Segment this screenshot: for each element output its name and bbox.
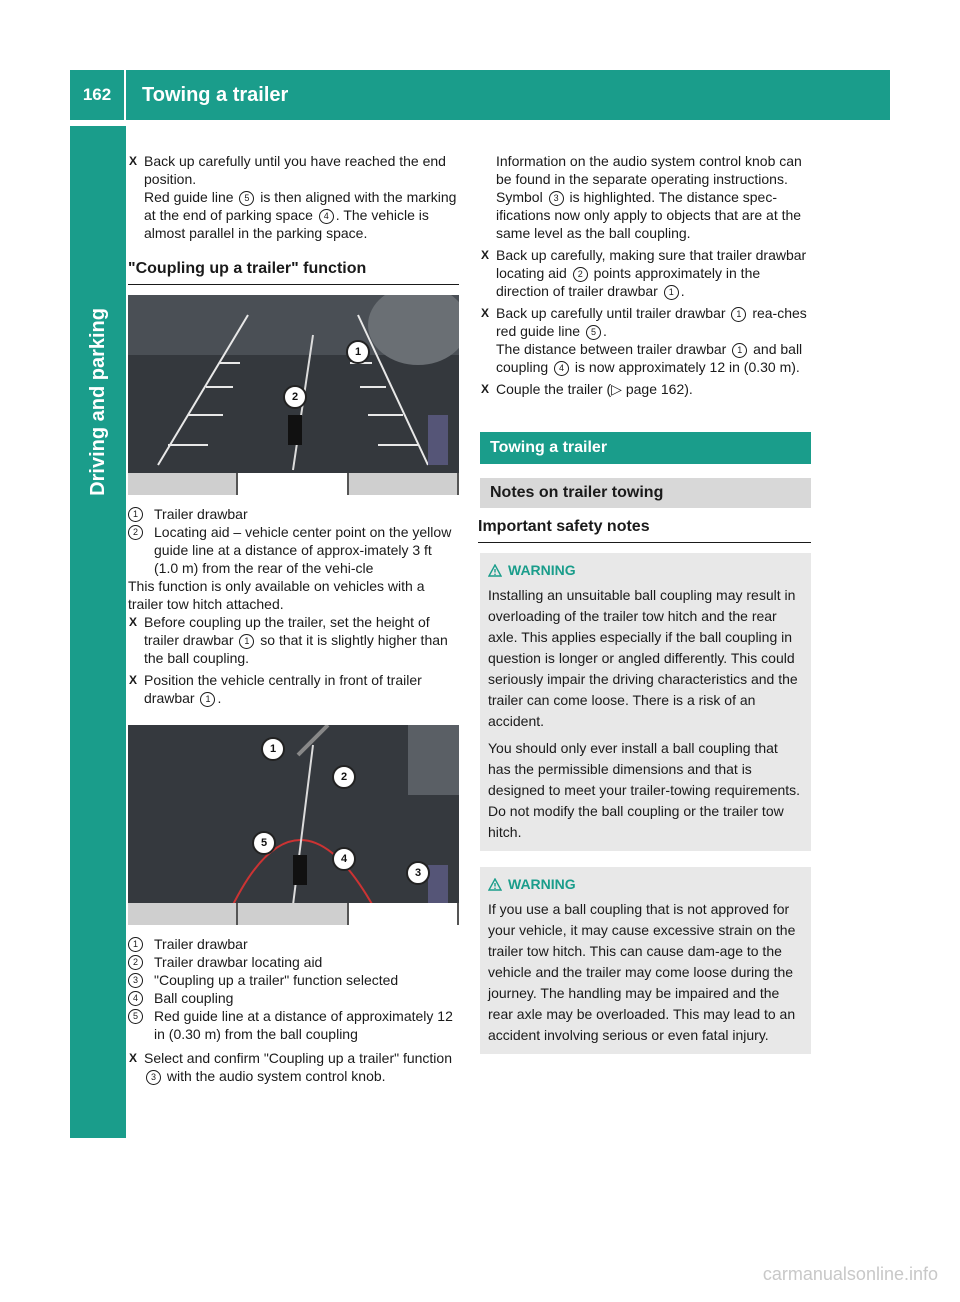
step-text: . [602, 323, 607, 339]
info-paragraph: Information on the audio system control knob can be found in the separate operating instructions. [496, 153, 802, 187]
warning-header [488, 561, 801, 579]
callout-ref: 2 [573, 267, 588, 282]
step-select-function [128, 1049, 459, 1085]
callout-marker: 1 [346, 340, 370, 364]
info-text: and ball coupling [496, 341, 803, 375]
callout-marker: 3 [406, 861, 430, 885]
legend-number: 2 [128, 525, 143, 540]
side-tab-label: Driving and parking [86, 308, 109, 496]
callout-marker: 5 [252, 831, 276, 855]
side-tab [70, 126, 126, 496]
legend-text: Trailer drawbar locating aid [154, 954, 323, 970]
page-title: Towing a trailer [142, 84, 289, 106]
legend-item [128, 1007, 459, 1043]
footer-watermark: carmanualsonline.info [762, 1264, 938, 1284]
section-banner-towing: Towing a trailer [480, 432, 811, 464]
step-back-up [128, 152, 459, 242]
camera-view-menu-bar [128, 473, 459, 495]
step-text: rea-ches red guide line [496, 305, 807, 339]
left-column [128, 152, 459, 1089]
legend-number: 1 [128, 937, 143, 952]
legend-number: 3 [128, 973, 143, 988]
warning-label: WARNING [508, 876, 576, 892]
step-text: Select and confirm "Coupling up a trailer" function [144, 1050, 452, 1066]
availability-note: This function is only available on vehicles with a trailer tow hitch attached. [128, 578, 425, 612]
callout-ref: 3 [146, 1070, 161, 1085]
info-paragraph [480, 340, 811, 376]
warning-triangle-icon [488, 878, 502, 891]
legend-number: 1 [128, 507, 143, 522]
legend-item [128, 971, 459, 989]
legend-text: "Coupling up a trailer" function selected [154, 972, 399, 988]
legend-text: Locating aid – vehicle center point on the yellow guide line at a distance of approx-imately 3 ft (1.0 m) from the rear of the vehi-cle [154, 524, 452, 576]
step-text: . The vehicle is almost parallel in the parking space. [144, 207, 429, 241]
legend-text: Red guide line at a distance of approximately 12 in (0.30 m) from the ball coupling [154, 1008, 453, 1042]
info-text: Symbol [496, 189, 547, 205]
callout-marker: 1 [261, 737, 285, 761]
callout-ref: 1 [200, 692, 215, 707]
legend-item [128, 953, 459, 971]
safety-heading: Important safety notes [478, 518, 811, 543]
legend-text: Ball coupling [154, 990, 234, 1006]
page-ref-arrow-icon: ▷ [611, 381, 622, 397]
page-reference-link[interactable]: page 162). [621, 381, 693, 397]
menu-segment-selected [238, 473, 348, 495]
callout-ref: 3 [549, 191, 564, 206]
step-text: . [217, 690, 222, 706]
step-text: Position the vehicle centrally in front of trailer drawbar [144, 672, 422, 706]
callout-ref: 4 [319, 209, 334, 224]
callout-marker: 2 [332, 765, 356, 789]
info-paragraph [480, 188, 811, 242]
right-column [480, 152, 811, 1070]
page-number: 162 [70, 70, 126, 120]
step-text: Back up carefully until you have reached the end position. [144, 153, 446, 187]
callout-ref: 1 [732, 343, 747, 358]
callout-ref: 4 [554, 361, 569, 376]
callout-ref: 5 [239, 191, 254, 206]
step-text: points approximately in the direction of trailer drawbar [496, 265, 761, 299]
menu-segment [349, 473, 459, 495]
legend-item [128, 935, 459, 953]
warning-label: WARNING [508, 562, 576, 578]
step-reach-guide-line [480, 304, 811, 340]
legend-item [128, 505, 459, 523]
step-set-height [128, 613, 459, 667]
callout-ref: 1 [731, 307, 746, 322]
menu-segment [238, 903, 348, 925]
camera-view-illustration [128, 725, 459, 925]
legend-text: Trailer drawbar [154, 936, 248, 952]
camera-image-2 [128, 725, 459, 925]
camera-image-1 [128, 295, 459, 495]
legend-text: Trailer drawbar [154, 506, 248, 522]
menu-segment-selected [349, 903, 459, 925]
callout-marker: 2 [283, 385, 307, 409]
camera-view-menu-bar [128, 903, 459, 925]
step-couple-trailer [480, 380, 811, 398]
step-text: Couple the trailer ( [496, 381, 612, 397]
step-text: Red guide line [144, 189, 238, 205]
section-heading: "Coupling up a trailer" function [128, 260, 459, 285]
callout-marker: 4 [332, 847, 356, 871]
step-text: Back up carefully until trailer drawbar [496, 305, 730, 321]
legend-number: 4 [128, 991, 143, 1006]
info-text: is highlighted. The distance spec-ifications now only apply to objects that are at the same level as the ball coupling. [496, 189, 802, 241]
subsection-banner-notes: Notes on trailer towing [480, 478, 811, 508]
info-text: The distance between trailer drawbar [496, 341, 731, 357]
legend-item [128, 523, 459, 577]
step-position-vehicle [128, 671, 459, 707]
step-text: is then aligned with the marking at the end of parking space [144, 189, 457, 223]
step-text: with the audio system control knob. [163, 1068, 386, 1084]
warning-triangle-icon [488, 564, 502, 577]
info-text: is now approximately 12 in (0.30 m). [571, 359, 800, 375]
warning-box [480, 867, 811, 1054]
step-locating-aid [480, 246, 811, 300]
warning-header [488, 875, 801, 893]
warning-text: If you use a ball coupling that is not approved for your vehicle, it may cause excessive strain on the trailer tow hitch. This can cause dam-age to the vehicle and the trailer may come loose during the journey. The handling may be impaired and the rear axle may be overloaded. This may lead to an accident involving serious or even fatal injury. [488, 901, 796, 1043]
menu-segment [128, 903, 238, 925]
step-text: Before coupling up the trailer, set the height of trailer drawbar [144, 614, 430, 648]
legend-item [128, 989, 459, 1007]
warning-text: You should only ever install a ball coupling that has the permissible dimensions and that is designed to meet your trailer-towing requirements. Do not modify the ball coupling or the trailer tow hitch. [488, 740, 801, 840]
legend-number: 5 [128, 1009, 143, 1024]
callout-ref: 1 [239, 634, 254, 649]
legend-number: 2 [128, 955, 143, 970]
step-text: Back up carefully, making sure that trailer drawbar locating aid [496, 247, 807, 281]
step-text: so that it is slightly higher than the ball coupling. [144, 632, 448, 666]
step-text: . [680, 283, 685, 299]
warning-box [480, 553, 811, 851]
callout-ref: 5 [586, 325, 601, 340]
warning-text: Installing an unsuitable ball coupling may result in overloading of the trailer tow hitch and the rear axle. This applies especially if the ball coupling in question is longer or angled differently. This could seriously impair the driving characteristics and the trailer can come loose. There is a risk of an accident. [488, 587, 798, 729]
callout-ref: 1 [664, 285, 679, 300]
menu-segment [128, 473, 238, 495]
